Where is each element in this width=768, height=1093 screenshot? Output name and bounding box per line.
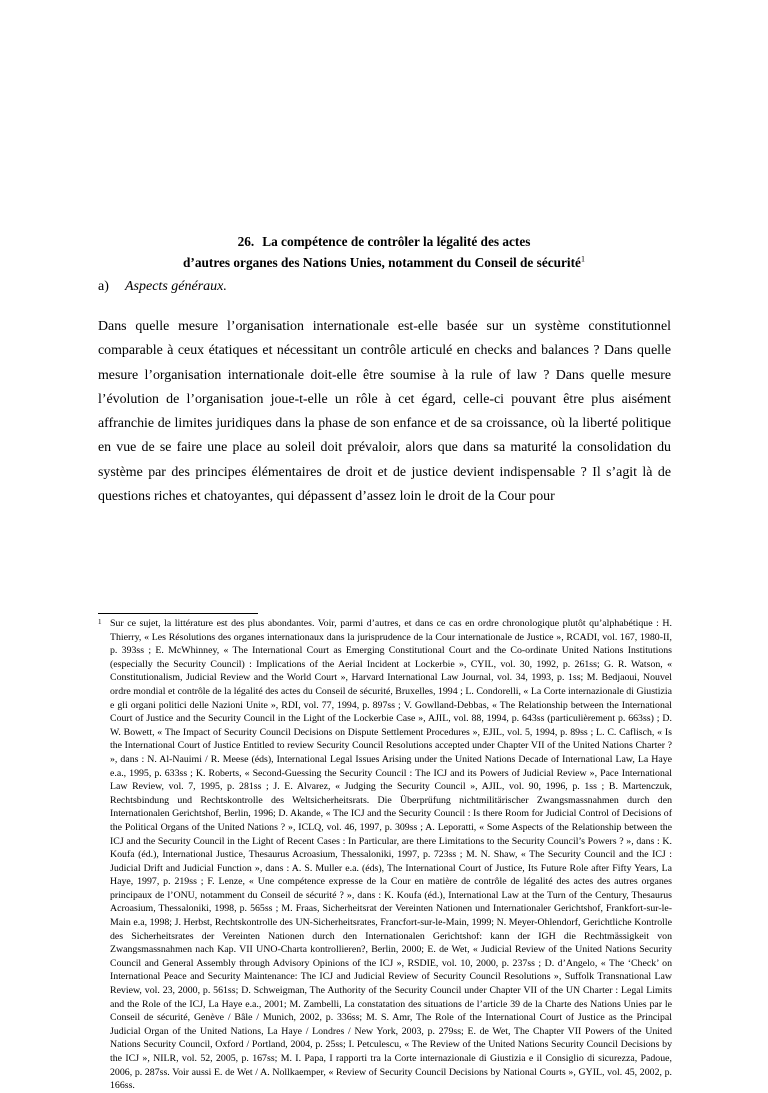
heading-line-2	[100, 252, 668, 273]
subsection-title: Aspects généraux.	[125, 279, 227, 294]
subsection-heading	[98, 279, 227, 295]
heading-line-1	[100, 231, 668, 252]
footnote-mark: 1	[98, 618, 102, 626]
footnote-separator	[98, 613, 258, 614]
heading-number: 26.	[237, 234, 255, 249]
heading-title-line1: La compétence de contrôler la légalité des actes	[262, 234, 531, 249]
section-heading	[100, 231, 668, 273]
heading-title-line2: d’autres organes des Nations Unies, notamment du Conseil de sécurité	[183, 255, 581, 270]
body-paragraph: Dans quelle mesure l’organisation internationale est-elle basée sur un système constitutionnel comparable à ceux étatiques et nécessitant un contrôle articulé en checks and balances ? Dans quelle mesure l’organisation internationale doit-elle être soumise à la rule of law ? Dans quelle mesure l’évolution de l’organisation joue-t-elle un rôle à cet égard, celle-ci pouvant être plus aisément affranchie de limites juridiques dans la phase de son enfance et de sa croissance, où la liberté politique en vue de se faire une place au soleil doit prévaloir, alors que dans sa maturité la consolidation du système par des principes élémentaires de droit et de justice devient indispensable ? Il s’agit là de questions riches et chatoyantes, qui dépassent d’assez loin le droit de la Cour pour	[98, 319, 671, 505]
footnote	[98, 617, 672, 1093]
body-text	[98, 315, 671, 509]
footnote-reference[interactable]: 1	[580, 254, 585, 264]
subsection-letter: a)	[98, 279, 109, 294]
footnote-text: Sur ce sujet, la littérature est des plus abondantes. Voir, parmi d’autres, et dans ce cas en ordre chronologique plutôt qu’alphabétique : H. Thierry, « Les Résolutions des organes internationaux dans la jurisprudence de la Cour internationale de Justice », RCADI, vol. 167, 1980-II, p. 393ss ; E. McWhinney, « The International Court as Emerging Constitutional Court and the Co-ordinate United Nations Institutions (especially the Security Council) : Implications of the Aerial Incident at Lockerbie », CYIL, vol. 30, 1992, p. 261ss; G. R. Watson, « Constitutionalism, Judicial Review and the World Court », Harvard International Law Journal, vol. 34, 1993, p. 1ss; M. Bedjaoui, Nouvel ordre mondial et contrôle de la légalité des actes du Conseil de sécurité, Bruxelles, 1994 ; L. Condorelli, « La Corte internazionale di Giustizia e gli organi politici delle Nazioni Unite », RDI, vol. 77, 1994, p. 897ss ; V. Gowlland-Debbas, « The Relationship between the International Court of Justice and the Security Council in the Light of the Lockerbie Case », AJIL, vol. 88, 1994, p. 643ss (particulièrement p. 663ss) ; D. W. Bowett, « The Impact of Security Council Decisions on Dispute Settlement Procedures », EJIL, vol. 5, 1994, p. 89ss ; L. C. Caflisch, « Is the International Court of Justice Entitled to review Security Council Resolutions accepted under Chapter VII of the United Nations Charter ? », dans : N. Al-Nauimi / R. Meese (éds), International Legal Issues Arising under the United Nations Decade of International Law, La Haye e.a., 1995, p. 633ss ; K. Roberts, « Second-Guessing the Security Council : The ICJ and its Powers of Judicial Review », Pace International Law Review, vol. 7, 1995, p. 281ss ; J. E. Alvarez, « Judging the Security Council », AJIL, vol. 90, 1996, p. 1ss ; B. Martenczuk, Rechtsbindung und Rechtskontrolle des Weltsicherheitsrats. Die Überprüfung nichtmilitärischer Zwangsmassnahmen durch den Internationalen Gerichtshof, Berlin, 1996; D. Akande, « The ICJ and the Security Council : Is there Room for Judicial Control of Decisions of the Political Organs of the United Nations ? », ICLQ, vol. 46, 1997, p. 309ss ; A. Leporatti, « Some Aspects of the Relationship between the ICJ and the Security Council in the Light of Recent Cases : In Particular, are there Limitations to the Security Council’s Powers ? », dans : K. Koufa (éd.), International Justice, Thesaurus Acroasium, Thessaloniki, 1997, p. 723ss ; M. N. Shaw, « The Security Council and the ICJ : Judicial Drift and Judicial Function », dans : A. S. Muller e.a. (éds), The International Court of Justice, Its Future Role after Fifty Years, La Haye, 1997, p. 219ss ; F. Lenze, « Une compétence expresse de la Cour en matière de contrôle de légalité des actes des autres organes principaux de l’ONU, notamment du Conseil de sécurité ? », dans : K. Koufa (éd.), International Law at the Turn of the Century, Thesaurus Acroasium, Thessaloniki, 1998, p. 565ss ; M. Fraas, Sicherheitsrat der Vereinten Nationen und Internationaler Gerichtshof, Frankfort-sur-le-Main e.a, 1998; J. Herbst, Rechtskontrolle des UN-Sicherheitsrates, Francfort-sur-le-Main, 1999; N. Meyer-Ohlendorf, Gerichtliche Kontrolle des Sicherheitsrates der Vereinten Nationen durch den Internationalen Gerichtshof: kann der IGH die Rechtmässigkeit von Zwangsmassnahmen nach Kap. VII UNO-Charta kontrollieren?, Berlin, 2000; E. de Wet, « Judicial Review of the United Nations Security Council and General Assembly through Advisory Opinions of the ICJ », RSDIE, vol. 10, 2000, p. 237ss ; D. d’Angelo, « The ‘Check’ on International Peace and Security Maintenance: The ICJ and Judicial Review of Security Council Resolutions », Suffolk Transnational Law Review, vol. 23, 2000, p. 561ss; D. Schweigman, The Authority of the Security Council under Chapter VII of the UN Charter : Legal Limits and the Role of the ICJ, La Haye e.a., 2001; M. Zambelli, La constatation des situations de l’article 39 de la Charte des Nations Unies par le Conseil de sécurité, Genève / Bâle / Munich, 2002, p. 336ss; M. S. Amr, The Role of the International Court of Justice as the Principal Judicial Organ of the United Nations, La Haye / Londres / New York, 2003, p. 279ss; E. de Wet, The Chapter VII Powers of the United Nations Security Council, Oxford / Portland, 2004, p. 25ss; I. Petculescu, « The Review of the United Nations Security Council Decisions by the ICJ », NILR, vol. 52, 2005, p. 167ss; M. I. Papa, I rapporti tra la Corte internazionale di Giustizia e il Consiglio di sicurezza, Padoue, 2006, p. 287ss. Voir aussi E. de Wet / A. Nollkaemper, « Review of Security Council Decisions by National Courts », GYIL, vol. 45, 2002, p. 166ss.	[110, 618, 672, 1092]
